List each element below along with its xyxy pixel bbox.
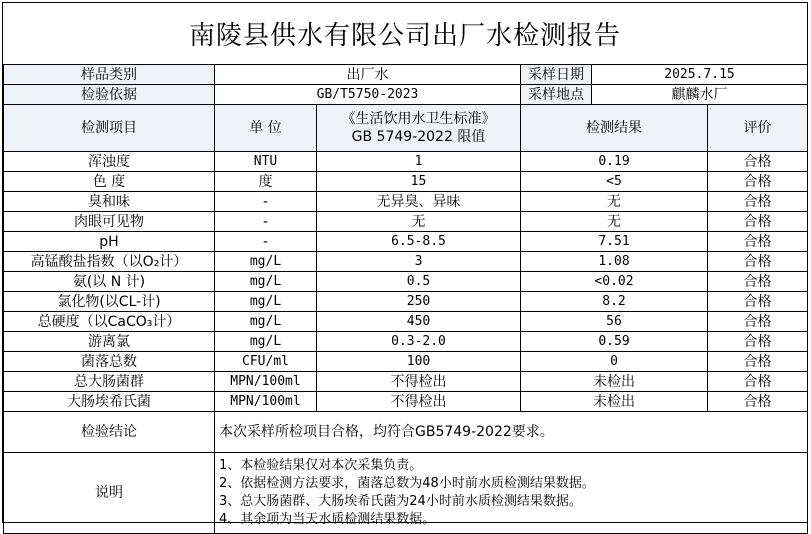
unit-cell: CFU/ml [215, 352, 317, 372]
eval-cell: 合格 [708, 232, 808, 252]
result-cell: 8.2 [521, 292, 708, 312]
table-row [4, 212, 808, 232]
unit-cell: - [215, 212, 317, 232]
sample-type-label: 样品类别 [4, 65, 215, 85]
eval-cell: 合格 [708, 192, 808, 212]
conclusion-row [4, 412, 808, 453]
notes-label: 说明 [4, 453, 215, 534]
conclusion-label: 检验结论 [4, 412, 215, 453]
header-result: 检测结果 [521, 105, 708, 152]
table-row [4, 352, 808, 372]
limit-cell: 0.3-2.0 [317, 332, 521, 352]
note-line: 2、依据检测方法要求，菌落总数为48小时前水质检测结果数据。 [219, 476, 595, 491]
limit-cell: 250 [317, 292, 521, 312]
header-standard-line1: 《生活饮用水卫生标准》 [341, 111, 496, 127]
eval-cell: 合格 [708, 332, 808, 352]
note-line: 1、本检验结果仅对本次采集负责。 [219, 458, 423, 473]
unit-cell: - [215, 192, 317, 212]
result-cell: 1.08 [521, 252, 708, 272]
result-cell: 0 [521, 352, 708, 372]
notes-row [4, 453, 808, 534]
unit-cell: - [215, 232, 317, 252]
eval-cell: 合格 [708, 152, 808, 172]
limit-cell: 1 [317, 152, 521, 172]
table-row [4, 172, 808, 192]
table-row [4, 392, 808, 412]
table-row [4, 272, 808, 292]
limit-cell: 0.5 [317, 272, 521, 292]
result-cell: 无 [521, 212, 708, 232]
eval-cell: 合格 [708, 352, 808, 372]
limit-cell: 15 [317, 172, 521, 192]
table-row [4, 372, 808, 392]
header-standard-line2: GB 5749-2022 限值 [351, 129, 486, 145]
sample-site-label: 采样地点 [521, 85, 592, 105]
basis-label: 检验依据 [4, 85, 215, 105]
eval-cell: 合格 [708, 392, 808, 412]
unit-cell: mg/L [215, 332, 317, 352]
table-row [4, 312, 808, 332]
limit-cell: 不得检出 [317, 392, 521, 412]
item-cell: 高锰酸盐指数（以O₂计） [4, 252, 215, 272]
meta-row-basis [4, 85, 808, 105]
item-cell: 臭和味 [4, 192, 215, 212]
item-cell: 菌落总数 [4, 352, 215, 372]
table-row [4, 152, 808, 172]
eval-cell: 合格 [708, 212, 808, 232]
table-row [4, 192, 808, 212]
result-cell: <5 [521, 172, 708, 192]
item-cell: 色 度 [4, 172, 215, 192]
limit-cell: 不得检出 [317, 372, 521, 392]
item-cell: 总大肠菌群 [4, 372, 215, 392]
header-evaluation: 评价 [708, 105, 808, 152]
result-cell: 0.19 [521, 152, 708, 172]
item-cell: 大肠埃希氏菌 [4, 392, 215, 412]
header-standard [317, 105, 521, 152]
item-cell: 氨(以 N 计) [4, 272, 215, 292]
eval-cell: 合格 [708, 372, 808, 392]
item-cell: 浑浊度 [4, 152, 215, 172]
item-cell: 氯化物(以CL-计) [4, 292, 215, 312]
unit-cell: mg/L [215, 312, 317, 332]
unit-cell: mg/L [215, 292, 317, 312]
item-cell: 总硬度（以CaCO₃计） [4, 312, 215, 332]
table-row [4, 252, 808, 272]
limit-cell: 100 [317, 352, 521, 372]
report-table [3, 64, 808, 534]
limit-cell: 无 [317, 212, 521, 232]
sample-date-value: 2025.7.15 [592, 65, 808, 85]
result-cell: 未检出 [521, 372, 708, 392]
eval-cell: 合格 [708, 292, 808, 312]
eval-cell: 合格 [708, 312, 808, 332]
unit-cell: MPN/100ml [215, 392, 317, 412]
unit-cell: 度 [215, 172, 317, 192]
limit-cell: 6.5-8.5 [317, 232, 521, 252]
sample-type-value: 出厂水 [215, 65, 521, 85]
sample-site-value: 麒麟水厂 [592, 85, 808, 105]
notes-content [215, 453, 808, 534]
note-line: 3、总大肠菌群、大肠埃希氏菌为24小时前水质检测结果数据。 [219, 494, 582, 509]
header-unit: 单 位 [215, 105, 317, 152]
result-cell: 56 [521, 312, 708, 332]
unit-cell: mg/L [215, 272, 317, 292]
table-row [4, 292, 808, 312]
table-row [4, 232, 808, 252]
result-cell: 未检出 [521, 392, 708, 412]
result-cell: 7.51 [521, 232, 708, 252]
meta-row-sample [4, 65, 808, 85]
conclusion-text: 本次采样所检项目合格，均符合GB5749-2022要求。 [215, 412, 808, 453]
item-cell: pH [4, 232, 215, 252]
header-item: 检测项目 [4, 105, 215, 152]
item-cell: 游离氯 [4, 332, 215, 352]
unit-cell: NTU [215, 152, 317, 172]
limit-cell: 450 [317, 312, 521, 332]
table-row [4, 332, 808, 352]
result-cell: <0.02 [521, 272, 708, 292]
eval-cell: 合格 [708, 252, 808, 272]
unit-cell: MPN/100ml [215, 372, 317, 392]
limit-cell: 无异臭、异味 [317, 192, 521, 212]
result-cell: 0.59 [521, 332, 708, 352]
item-cell: 肉眼可见物 [4, 212, 215, 232]
sample-date-label: 采样日期 [521, 65, 592, 85]
column-header-row [4, 105, 808, 152]
result-cell: 无 [521, 192, 708, 212]
note-line: 4、其余项为当天水质检测结果数据。 [219, 512, 436, 527]
basis-value: GB/T5750-2023 [215, 85, 521, 105]
eval-cell: 合格 [708, 172, 808, 192]
report-title: 南陵县供水有限公司出厂水检测报告 [188, 21, 621, 51]
limit-cell: 3 [317, 252, 521, 272]
eval-cell: 合格 [708, 272, 808, 292]
unit-cell: mg/L [215, 252, 317, 272]
report-sheet [2, 2, 808, 527]
